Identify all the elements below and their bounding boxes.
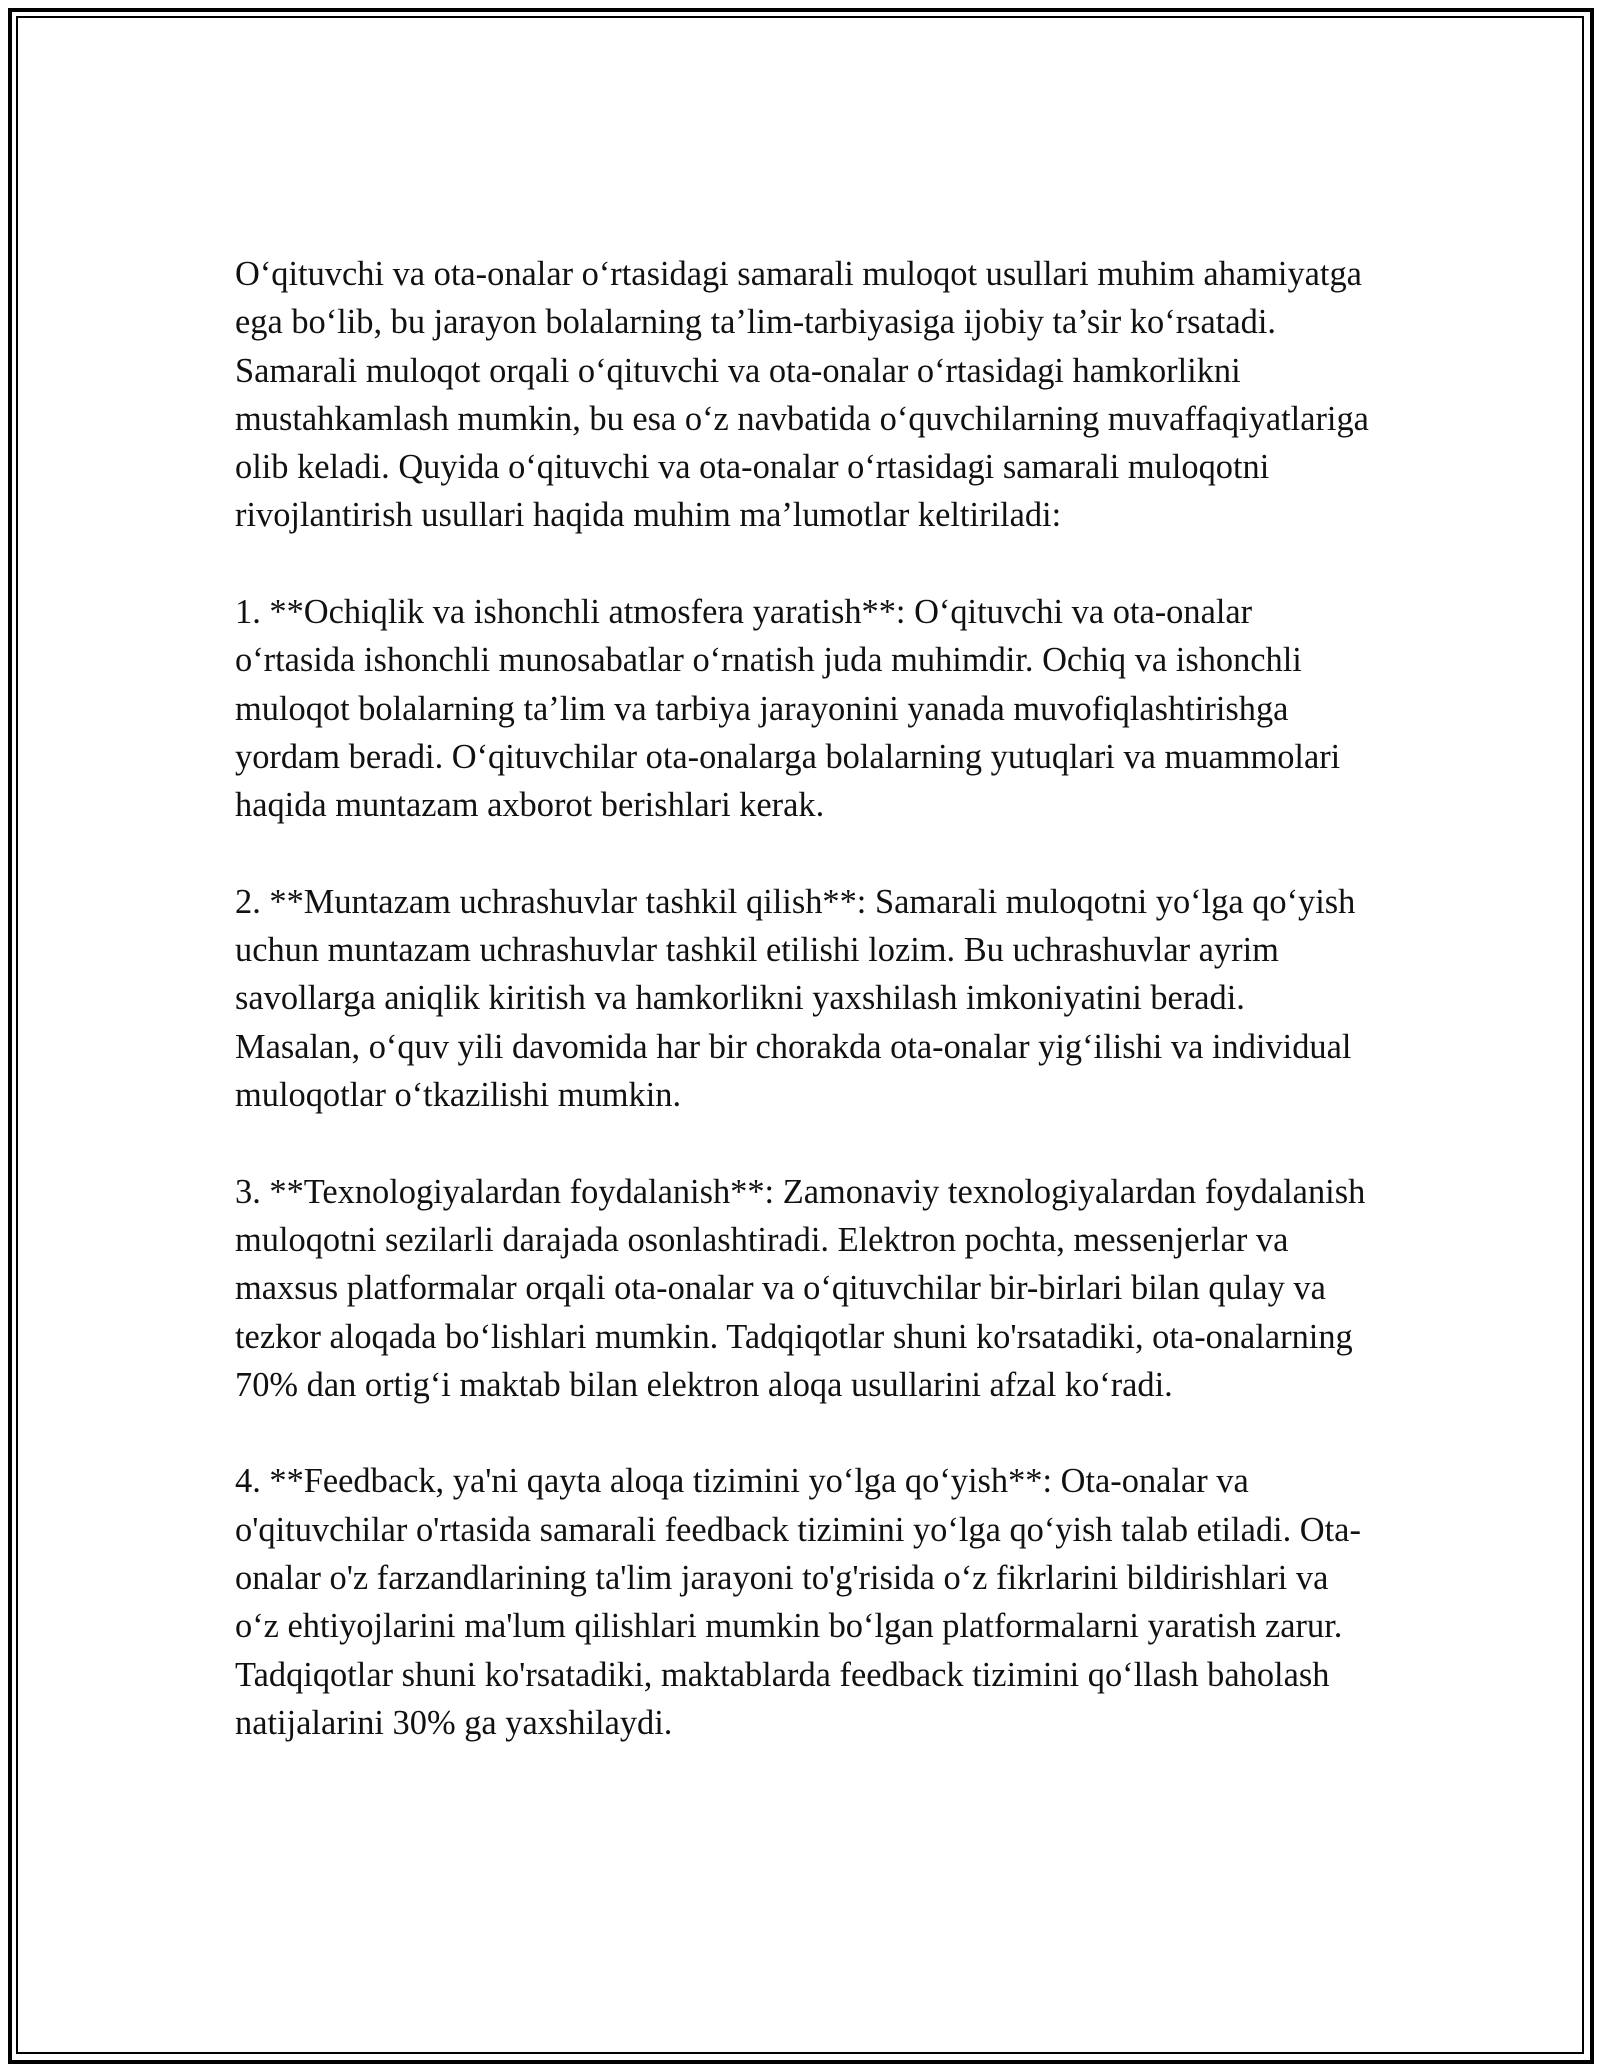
document-body xyxy=(235,250,1375,1796)
list-item-4-paragraph: 4. **Feedback, ya'ni qayta aloqa tizimini yo‘lga qo‘yish**: Ota-onalar va o'qituvchilar o'rtasida samarali feedback tizimini yo‘lga qo‘yish talab etiladi. Ota-onalar o'z farzandlarining ta'lim jarayoni to'g'risida o‘z fikrlarini bildirishlari va o‘z ehtiyojlarini ma'lum qilishlari mumkin bo‘lgan platformalarni yaratish zarur. Tadqiqotlar shuni ko'rsatadiki, maktablarda feedback tizimini qo‘llash baholash natijalarini 30% ga yaxshilaydi. xyxy=(235,1462,1361,1742)
list-item-3-paragraph: 3. **Texnologiyalardan foydalanish**: Zamonaviy texnologiyalardan foydalanish muloqotni sezilarli darajada osonlashtiradi. Elektron pochta, messenjerlar va maxsus platformalar orqali ota-onalar va o‘qituvchilar bir-birlari bilan qulay va tezkor aloqada bo‘lishlari mumkin. Tadqiqotlar shuni ko'rsatadiki, ota-onalarning 70% dan ortig‘i maktab bilan elektron aloqa usullarini afzal ko‘radi. xyxy=(235,1172,1366,1404)
intro-paragraph: O‘qituvchi va ota-onalar o‘rtasidagi samarali muloqot usullari muhim ahamiyatga ega bo‘lib, bu jarayon bolalarning ta’lim-tarbiyasiga ijobiy ta’sir ko‘rsatadi. Samarali muloqot orqali o‘qituvchi va ota-onalar o‘rtasidagi hamkorlikni mustahkamlash mumkin, bu esa o‘z navbatida o‘quvchilarning muvaffaqiyatlariga olib keladi. Quyida o‘qituvchi va ota-onalar o‘rtasidagi samarali muloqotni rivojlantirish usullari haqida muhim ma’lumotlar keltiriladi: xyxy=(235,255,1369,535)
list-item-2-paragraph: 2. **Muntazam uchrashuvlar tashkil qilish**: Samarali muloqotni yo‘lga qo‘yish uchun muntazam uchrashuvlar tashkil etilishi lozim. Bu uchrashuvlar ayrim savollarga aniqlik kiritish va hamkorlikni yaxshilash imkoniyatini beradi. Masalan, o‘quv yili davomida har bir chorakda ota-onalar yig‘ilishi va individual muloqotlar o‘tkazilishi mumkin. xyxy=(235,882,1356,1115)
list-item-1-paragraph: 1. **Ochiqlik va ishonchli atmosfera yaratish**: O‘qituvchi va ota-onalar o‘rtasida ishonchli munosabatlar o‘rnatish juda muhimdir. Ochiq va ishonchli muloqot bolalarning ta’lim va tarbiya jarayonini yanada muvofiqlashtirishga yordam beradi. O‘qituvchilar ota-onalarga bolalarning yutuqlari va muammolari haqida muntazam axborot berishlari kerak. xyxy=(235,593,1341,825)
